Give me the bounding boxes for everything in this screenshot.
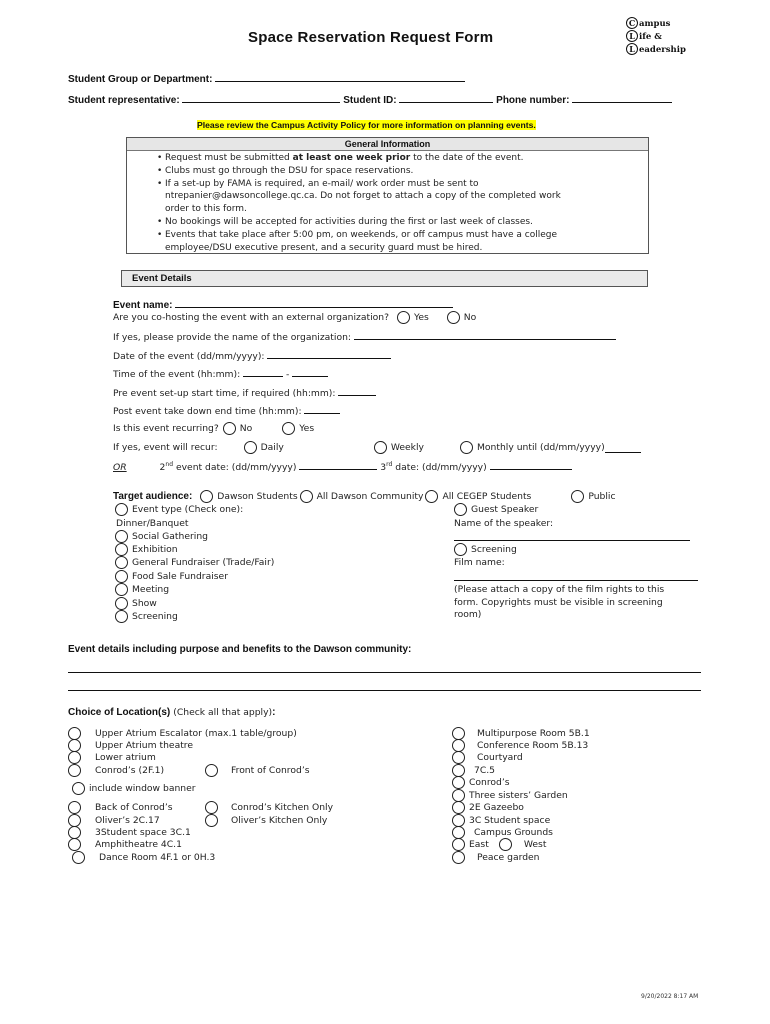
type-label: Show — [132, 598, 157, 609]
info-item: order to this form. — [165, 204, 247, 215]
film-name-label: Film name: — [454, 557, 505, 568]
type-fundraiser-radio[interactable] — [115, 556, 128, 569]
general-info-heading: General Information — [127, 138, 648, 151]
loc-radio[interactable] — [68, 838, 81, 851]
screening-label: Screening — [471, 544, 517, 555]
loc-radio[interactable] — [452, 751, 465, 764]
takedown-label: Post event take down end time (hh:mm): — [113, 406, 302, 417]
loc-peace-garden-row — [452, 851, 540, 864]
recurring-question: Is this event recurring? — [113, 423, 219, 434]
loc-east-west-row — [452, 838, 546, 851]
org-label: If yes, please provide the name of the organization: — [113, 332, 351, 343]
third-date-label: date: (dd/mm/yyyy) — [392, 462, 487, 473]
third-date-sup: rd — [386, 460, 393, 468]
type-show-radio[interactable] — [115, 597, 128, 610]
audience-option: Dawson Students — [217, 491, 298, 502]
recur-monthly-label: Monthly until (dd/mm/yyyy) — [477, 442, 605, 453]
student-id-label: Student ID: — [343, 95, 397, 106]
time-end-input[interactable] — [292, 367, 328, 377]
loc-label: Lower atrium — [95, 752, 156, 763]
loc-label: Oliver’s 2C.17 — [95, 815, 160, 826]
loc-label: Peace garden — [477, 852, 540, 863]
type-screening-row — [115, 610, 178, 623]
type-foodsale-row — [115, 570, 228, 583]
loc-label: Oliver’s Kitchen Only — [231, 815, 328, 826]
film-note-1: (Please attach a copy of the film rights to this — [454, 584, 665, 595]
loc-radio[interactable] — [452, 851, 465, 864]
setup-input[interactable] — [338, 386, 376, 396]
loc-conrods-kitchen-row — [205, 801, 333, 814]
film-note-2: form. Copyrights must be visible in screening — [454, 597, 663, 608]
loc-radio[interactable] — [72, 851, 85, 864]
cohost-yes-radio[interactable] — [397, 311, 410, 324]
group-label: Student Group or Department: — [68, 74, 213, 85]
second-date-input[interactable] — [299, 460, 377, 470]
loc-label: Amphitheatre 4C.1 — [95, 839, 182, 850]
setup-label: Pre event set-up start time, if required (hh:mm): — [113, 388, 336, 399]
type-show-row — [115, 597, 157, 610]
speaker-name-input[interactable] — [454, 540, 690, 541]
policy-notice: Please review the Campus Activity Policy for more information on planning events. — [197, 120, 536, 130]
type-foodsale-radio[interactable] — [115, 570, 128, 583]
info-item: • Events that take place after 5:00 pm, on weekends, or off campus must have a college — [157, 229, 558, 240]
general-info-list — [127, 151, 648, 254]
type-exhibition-row — [115, 543, 178, 556]
loc-label: Upper Atrium theatre — [95, 740, 194, 751]
or-label: OR — [113, 462, 127, 473]
loc-gazeebo-row — [452, 801, 524, 814]
org-input[interactable] — [354, 330, 616, 340]
loc-label: 3C Student space — [469, 815, 551, 826]
org-row — [113, 330, 616, 343]
type-social-row — [115, 530, 208, 543]
logo-word-2: ife & — [639, 32, 662, 42]
audience-cegep-radio[interactable] — [425, 490, 438, 503]
loc-label: Conrod’s — [469, 777, 510, 788]
recur-monthly-input[interactable] — [605, 443, 641, 453]
audience-option: All Dawson Community — [316, 491, 424, 502]
loc-label: Upper Atrium Escalator (max.1 table/group) — [95, 728, 297, 739]
location-heading — [68, 707, 275, 718]
event-details-heading: Event Details — [132, 273, 192, 284]
loc-east-label: East — [469, 839, 489, 850]
loc-window-banner-row — [72, 782, 196, 795]
logo-cap-3: L — [626, 43, 638, 55]
type-meeting-row — [115, 583, 169, 596]
type-dinner-label: Dinner/Banquet — [116, 518, 189, 529]
recur-weekly-label: Weekly — [390, 442, 424, 453]
loc-west-label: West — [523, 839, 547, 850]
loc-label: Multipurpose Room 5B.1 — [477, 728, 590, 739]
loc-west-radio[interactable] — [499, 838, 512, 851]
type-meeting-radio[interactable] — [115, 583, 128, 596]
rep-input[interactable] — [182, 93, 340, 103]
type-label: Food Sale Fundraiser — [132, 571, 228, 582]
general-info-box — [126, 137, 649, 254]
audience-option: All CEGEP Students — [442, 491, 532, 502]
loc-radio[interactable] — [452, 801, 465, 814]
page-title: Space Reservation Request Form — [248, 29, 494, 46]
audience-public-radio[interactable] — [571, 490, 584, 503]
loc-label: 2E Gazeebo — [469, 802, 524, 813]
group-input[interactable] — [215, 72, 465, 82]
location-label: Choice of Location(s) — [68, 707, 171, 718]
date-row — [113, 349, 391, 362]
loc-radio[interactable] — [452, 776, 465, 789]
time-separator: - — [286, 369, 290, 380]
loc-label: Conference Room 5B.13 — [477, 740, 589, 751]
purpose-label: Event details including purpose and benefits to the Dawson community: — [68, 644, 412, 655]
recurring-yes-label: Yes — [299, 423, 315, 434]
recurring-yes-radio[interactable] — [282, 422, 295, 435]
type-exhibition-radio[interactable] — [115, 543, 128, 556]
screening-row — [454, 543, 517, 556]
time-label: Time of the event (hh:mm): — [113, 369, 241, 380]
event-type-row — [115, 503, 243, 516]
cohost-question: Are you co-hosting the event with an external organization? — [113, 312, 389, 323]
second-date-label: event date: (dd/mm/yyyy) — [173, 462, 297, 473]
audience-row — [113, 490, 616, 503]
loc-east-radio[interactable] — [452, 838, 465, 851]
rep-label: Student representative: — [68, 95, 180, 106]
loc-conrods-right-row — [452, 776, 510, 789]
info-item: • If a set-up by FAMA is required, an e-mail/ work order must be sent to — [157, 178, 479, 189]
loc-label: Courtyard — [477, 752, 523, 763]
time-row — [113, 367, 328, 380]
phone-input[interactable] — [572, 93, 672, 103]
time-start-input[interactable] — [243, 367, 283, 377]
location-hint: (Check all that apply) — [173, 707, 273, 718]
type-label: General Fundraiser (Trade/Fair) — [132, 557, 275, 568]
takedown-row — [113, 404, 340, 417]
recur-daily-label: Daily — [260, 442, 284, 453]
type-label: Meeting — [132, 584, 170, 595]
loc-label: 3Student space 3C.1 — [95, 827, 191, 838]
recur-daily-radio[interactable] — [244, 441, 257, 454]
loc-back-conrods-row — [68, 801, 173, 814]
recur-label: If yes, event will recur: — [113, 442, 218, 453]
recur-row — [113, 441, 641, 454]
event-type-label: Event type (Check one): — [132, 504, 244, 515]
cohost-no-label: No — [463, 312, 477, 323]
loc-radio[interactable] — [68, 801, 81, 814]
film-note-3: room) — [454, 609, 482, 620]
guest-speaker-row — [454, 503, 538, 516]
event-name-row — [113, 298, 453, 311]
event-name-label: Event name: — [113, 300, 173, 311]
guest-speaker-radio[interactable] — [454, 503, 467, 516]
info-item: • Clubs must go through the DSU for space reservations. — [157, 165, 414, 176]
loc-label: Conrod’s Kitchen Only — [231, 802, 334, 813]
type-screening-radio[interactable] — [115, 610, 128, 623]
group-field-row — [68, 72, 465, 85]
loc-amphitheatre-row — [68, 838, 182, 851]
audience-option: Public — [588, 491, 616, 502]
info-item: employee/DSU executive present, and a security guard must be hired. — [165, 242, 483, 253]
loc-label: include window banner — [89, 783, 196, 794]
audience-dawson-students-radio[interactable] — [200, 490, 213, 503]
takedown-input[interactable] — [304, 404, 340, 414]
logo-cap-2: L — [626, 30, 638, 42]
date-input[interactable] — [267, 349, 391, 359]
logo-word-3: eadership — [639, 45, 686, 55]
loc-label: 7C.5 — [474, 765, 496, 776]
info-item: • No bookings will be accepted for activities during the first or last week of classes. — [157, 216, 533, 227]
loc-olivers-kitchen-row — [205, 814, 327, 827]
type-social-radio[interactable] — [115, 530, 128, 543]
third-date-num: 3 — [380, 462, 387, 473]
cohost-yes-label: Yes — [413, 312, 429, 323]
loc-label: Dance Room 4F.1 or 0H.3 — [99, 852, 216, 863]
date-label: Date of the event (dd/mm/yyyy): — [113, 351, 265, 362]
cohost-row — [113, 311, 476, 324]
info-item: ntrepanier@dawsoncollege.qc.ca. Do not forget to attach a copy of the completed work — [165, 191, 561, 202]
third-date-input[interactable] — [490, 460, 572, 470]
guest-speaker-label: Guest Speaker — [471, 504, 539, 515]
event-details-heading-box — [121, 270, 648, 287]
loc-dance-room-row — [72, 851, 215, 864]
speaker-name-label: Name of the speaker: — [454, 518, 554, 529]
recurring-no-label: No — [239, 423, 253, 434]
logo-cap-1: C — [626, 17, 638, 29]
campus-life-logo — [626, 17, 686, 56]
type-fundraiser-row — [115, 556, 274, 569]
recurring-no-radio[interactable] — [223, 422, 236, 435]
setup-row — [113, 386, 376, 399]
student-id-input[interactable] — [399, 93, 493, 103]
type-label: Social Gathering — [132, 531, 208, 542]
loc-label: Back of Conrod’s — [95, 802, 173, 813]
logo-word-1: ampus — [639, 19, 671, 29]
type-label: Screening — [132, 611, 178, 622]
type-label: Exhibition — [132, 544, 178, 555]
info-item: • Request must be submitted at least one week prior to the date of the event. — [157, 153, 524, 163]
loc-radio[interactable] — [72, 782, 85, 795]
recur-weekly-radio[interactable] — [374, 441, 387, 454]
second-date-num: 2 — [159, 462, 166, 473]
phone-label: Phone number: — [496, 95, 570, 106]
loc-radio[interactable] — [205, 801, 218, 814]
event-type-radio[interactable] — [115, 503, 128, 516]
loc-label: Three sisters’ Garden — [469, 790, 568, 801]
recurring-row — [113, 422, 314, 435]
loc-lower-atrium-row — [68, 751, 156, 764]
loc-front-conrods-row — [205, 764, 310, 777]
purpose-line-1[interactable] — [68, 672, 701, 673]
audience-label: Target audience: — [113, 491, 193, 502]
loc-radio[interactable] — [205, 764, 218, 777]
second-date-sup: nd — [165, 460, 174, 468]
cohost-no-radio[interactable] — [447, 311, 460, 324]
film-name-input[interactable] — [454, 580, 698, 581]
loc-label: Front of Conrod’s — [231, 765, 310, 776]
loc-label: Conrod’s (2F.1) — [95, 765, 165, 776]
loc-label: Campus Grounds — [474, 827, 553, 838]
loc-conrods-row — [68, 764, 164, 777]
loc-radio[interactable] — [68, 764, 81, 777]
rep-field-row — [68, 93, 672, 106]
footer-timestamp: 9/20/2022 8:17 AM — [641, 993, 699, 1000]
event-name-input[interactable] — [175, 298, 453, 308]
loc-courtyard-row — [452, 751, 523, 764]
location-colon: : — [272, 707, 276, 718]
alt-dates-row — [113, 460, 572, 473]
audience-all-dawson-radio[interactable] — [300, 490, 313, 503]
recur-monthly-radio[interactable] — [460, 441, 473, 454]
loc-radio[interactable] — [205, 814, 218, 827]
loc-radio[interactable] — [68, 751, 81, 764]
screening-radio[interactable] — [454, 543, 467, 556]
purpose-line-2[interactable] — [68, 690, 701, 691]
